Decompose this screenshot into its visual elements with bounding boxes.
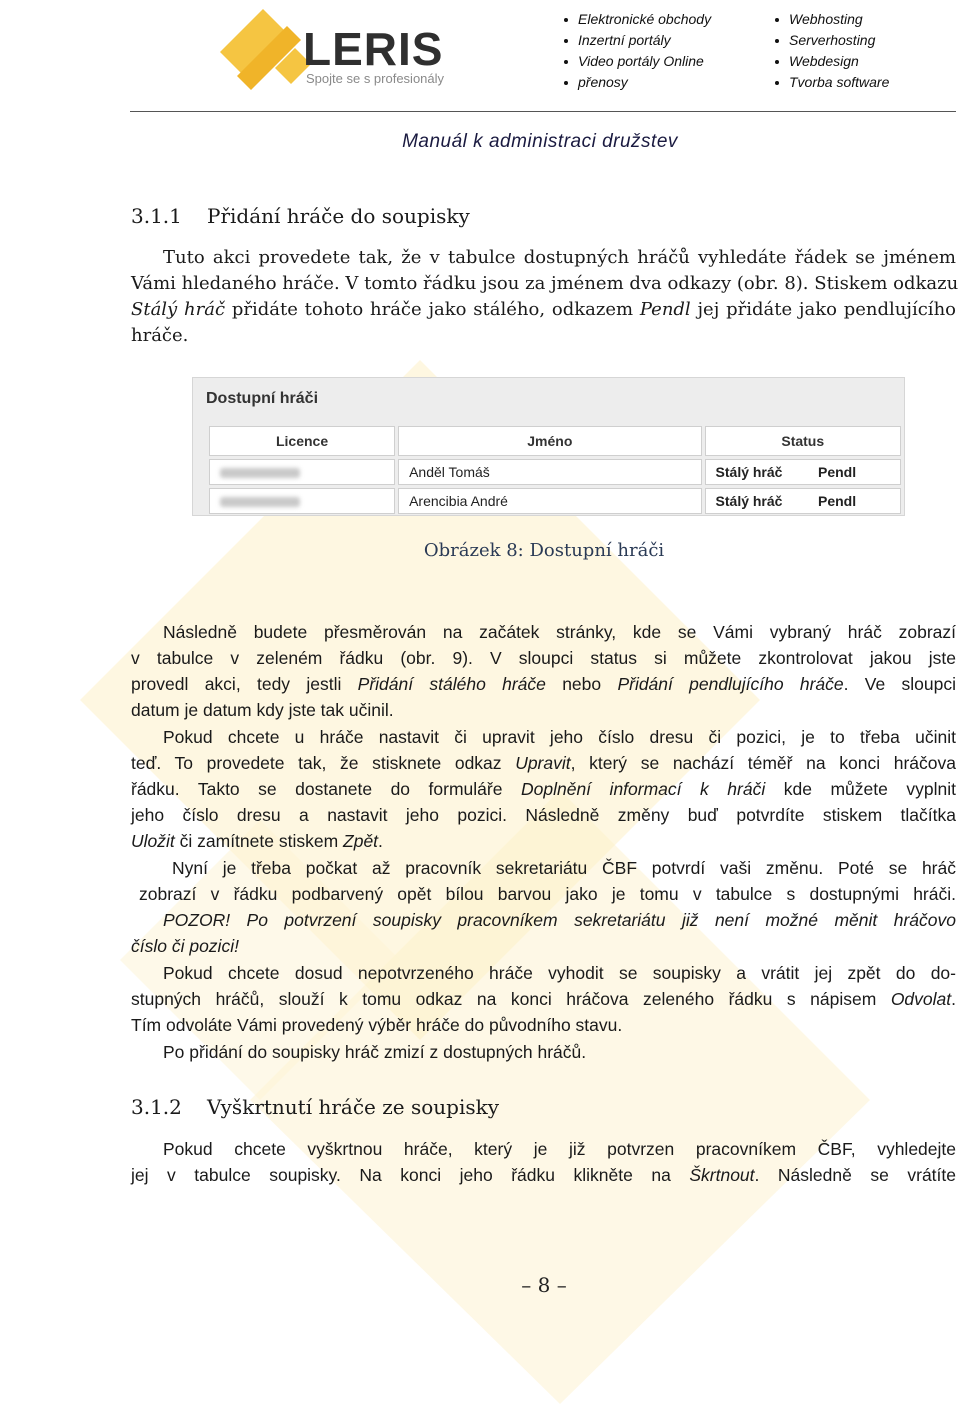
table-row bbox=[209, 488, 901, 514]
table-row bbox=[209, 459, 901, 485]
status-cell bbox=[705, 459, 901, 485]
players-table bbox=[206, 423, 904, 517]
paragraph-line: Uložit či zamítnete stiskem Zpět. bbox=[131, 831, 383, 851]
link-term: Stálý hráč bbox=[131, 299, 226, 320]
paragraph-line: Tuto akci provedete tak, že v tabulce dostupných hráčů vyhledáte řádek se jménem bbox=[163, 247, 956, 268]
link-term: Pendl bbox=[639, 299, 691, 320]
service-item: Webhosting bbox=[773, 9, 889, 30]
paragraph-line: Pokud chcete u hráče nastavit či upravit jeho číslo dresu či pozici, je to třeba učinit bbox=[163, 727, 956, 747]
paragraph-line: řádku. Takto se dostanete do formuláře Doplnění informací k hráči kde můžete vyplnit bbox=[131, 779, 956, 799]
paragraph-line: hráče. bbox=[131, 325, 189, 346]
figure-available-players bbox=[192, 377, 905, 516]
status-cell bbox=[705, 488, 901, 514]
section-number: 3.1.1 bbox=[131, 204, 182, 228]
warning-line: číslo či pozici! bbox=[131, 936, 239, 956]
service-item: přenosy bbox=[562, 72, 711, 93]
permanent-player-link[interactable]: Stálý hráč bbox=[715, 464, 783, 480]
column-header: Licence bbox=[209, 426, 395, 456]
paragraph-line: Následně budete přesměrován na začátek stránky, kde se Vámi vybraný hráč zobrazí bbox=[163, 622, 956, 642]
paragraph-line: teď. To provedete tak, že stisknete odkaz Upravit, který se nachází téměř na konci hráčova bbox=[131, 753, 957, 773]
document-title: Manuál k administraci družstev bbox=[402, 131, 678, 152]
section-number: 3.1.2 bbox=[131, 1095, 182, 1119]
paragraph-line: Pokud chcete dosud nepotvrzeného hráče vyhodit se soupisky a vrátit jej zpět do do- bbox=[163, 963, 956, 983]
paragraph-line: Pokud chcete vyškrtnou hráče, který je již potvrzen pracovníkem ČBF, vyhledejte bbox=[163, 1139, 956, 1159]
header-divider bbox=[130, 111, 956, 112]
service-item: Webdesign bbox=[773, 51, 889, 72]
paragraph-line: datum je datum kdy jste tak učinil. bbox=[131, 700, 394, 720]
page-number: – 8 – bbox=[521, 1273, 567, 1297]
paragraph-line: Po přidání do soupisky hráč zmizí z dostupných hráčů. bbox=[163, 1042, 587, 1062]
figure-title: Dostupní hráči bbox=[206, 390, 319, 407]
paragraph-line: provedl akci, tedy jestli Přidání stálého hráče nebo Přidání pendlujícího hráče. Ve sloupci bbox=[131, 674, 957, 694]
figure-caption: Obrázek 8: Dostupní hráči bbox=[423, 540, 665, 561]
paragraph-line: Vámi hledaného hráče. V tomto řádku jsou za jménem dva odkazy (obr. 8). Stiskem odkazu bbox=[131, 273, 959, 294]
column-header: Status bbox=[705, 426, 901, 456]
section-heading bbox=[131, 204, 470, 228]
paragraph-line: jej v tabulce soupisky. Na konci jeho řádku klikněte na Škrtnout. Následně se vrátíte bbox=[131, 1165, 956, 1185]
column-header: Jméno bbox=[398, 426, 701, 456]
service-item: Elektronické obchody bbox=[562, 9, 711, 30]
section-title: Přidání hráče do soupisky bbox=[207, 204, 470, 228]
service-item: Tvorba software bbox=[773, 72, 889, 93]
section-heading bbox=[131, 1095, 499, 1119]
pendl-link[interactable]: Pendl bbox=[818, 464, 857, 480]
paragraph-line: Tím odvoláte Vámi provedený výběr hráče do původního stavu. bbox=[131, 1015, 623, 1035]
name-cell: Arencibia André bbox=[398, 488, 701, 514]
warning-line: POZOR! Po potvrzení soupisky pracovníkem sekretariátu již není možné měnit hráčovo bbox=[163, 910, 956, 930]
service-item: Video portály Online bbox=[562, 51, 711, 72]
paragraph-line: stupných hráčů, slouží k tomu odkaz na konci hráčova zeleného řádku s nápisem Odvolat. bbox=[131, 989, 956, 1009]
license-cell bbox=[209, 459, 395, 485]
logo-tagline: Spojte se s profesionály bbox=[306, 71, 445, 86]
paragraph-line: zobrazí v řádku podbarvený opět bílou barvou jako je tomu v tabulce s dostupnými hráči. bbox=[139, 884, 956, 904]
logo-wordmark: LERIS bbox=[303, 23, 444, 75]
paragraph-line: Stálý hráč přidáte tohoto hráče jako stálého, odkazem Pendl jej přidáte jako pendlujícího bbox=[131, 299, 956, 320]
service-item: Inzertní portály bbox=[562, 30, 711, 51]
name-cell: Anděl Tomáš bbox=[398, 459, 701, 485]
services-list-right bbox=[773, 9, 889, 93]
paragraph-line: v tabulce v zeleném řádku (obr. 9). V sloupci status si můžete zkontrolovat jakou jste bbox=[131, 648, 956, 668]
permanent-player-link[interactable]: Stálý hráč bbox=[715, 493, 783, 509]
section-title: Vyškrtnutí hráče ze soupisky bbox=[207, 1095, 500, 1119]
pendl-link[interactable]: Pendl bbox=[818, 493, 857, 509]
paragraph-line: jeho číslo dresu a nastavit jeho pozici. Následně změny buď potvrdíte stiskem tlačítka bbox=[131, 805, 956, 825]
license-cell bbox=[209, 488, 395, 514]
paragraph-line: Nyní je třeba počkat až pracovník sekretariátu ČBF potvrdí vaši změnu. Poté se hráč bbox=[172, 858, 956, 878]
services-list-left bbox=[562, 9, 711, 93]
service-item: Serverhosting bbox=[773, 30, 889, 51]
